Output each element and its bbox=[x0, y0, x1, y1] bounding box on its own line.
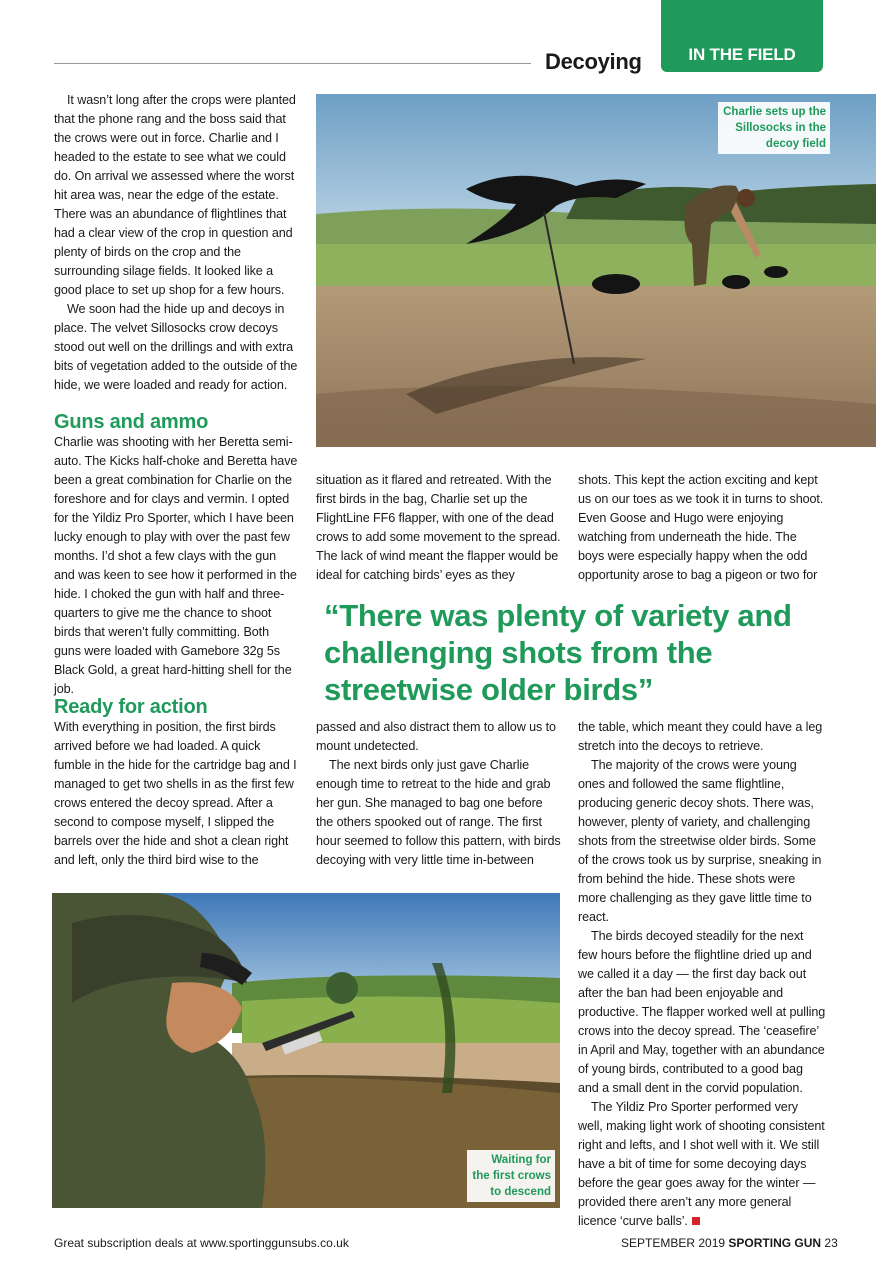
bottom-photo-caption: Waiting for the first crows to descend bbox=[467, 1150, 555, 1202]
paragraph: The birds decoyed steadily for the next few hours before the flightline dried up and we called it a day — the first day back out after the ban had been enjoyable and productive. The flapper worked well at pulling crows into the decoy spread. The ‘ceasefire’ in April and May, together with an abundance of young birds, contributed to a good bag and a small dent in the corvid population. bbox=[578, 929, 826, 1095]
paragraph: The Yildiz Pro Sporter performed very well, making light work of shooting consistent right and lefts, and I shot well with it. We still have a bit of time for some decoying days before the gear goes away for the winter — provided there aren’t any more general licence ‘curve balls’. bbox=[578, 1100, 825, 1228]
paragraph: shots. This kept the action exciting and kept us on our toes as we took it in turns to shoot. Even Goose and Hugo were enjoying watching from underneath the hide. The boys were especially happy when the odd opportunity arose to bag a pigeon or two for bbox=[578, 473, 824, 582]
paragraph: We soon had the hide up and decoys in place. The velvet Sillosocks crow decoys stood out well on the drillings and with extra bits of vegetation added to the outside of the hide, we were loaded and ready for action. bbox=[54, 302, 298, 392]
footer-brand: SPORTING GUN bbox=[728, 1236, 822, 1250]
paragraph: The majority of the crows were young ones and followed the same flightline, producing generic decoy shots. There was, however, plenty of variety, and challenging shots from the streetwise older birds. Some of the crows took us by surprise, sneaking in from behind the hide. These shots were more challenging as they gave little time to react. bbox=[578, 758, 822, 924]
page-number: 23 bbox=[824, 1236, 838, 1250]
paragraph: Charlie was shooting with her Beretta semi-auto. The Kicks half-choke and Beretta have been a great combination for Charlie on the foreshore and for clays and vermin. I opted for the Yildiz Pro Sporter, which I have been lucky enough to play with over the past few months. I’d shot a few clays with the gun and was keen to see how it performed in the hide. I choked the gun with half and three-quarters to give me the chance to shoot birds that weren’t fully committing. Both guns were loaded with Gamebore 32g 5s Black Gold, a great hard-hitting shell for the job. bbox=[54, 435, 298, 696]
section-tab: IN THE FIELD bbox=[661, 0, 823, 72]
footer-subscription: Great subscription deals at www.sportinggunsubs.co.uk bbox=[54, 1236, 349, 1250]
header-rule bbox=[54, 63, 531, 64]
column-2-bottom bbox=[316, 718, 562, 870]
column-2-top bbox=[316, 471, 562, 585]
end-mark-icon bbox=[692, 1217, 700, 1225]
paragraph: situation as it flared and retreated. With the first birds in the bag, Charlie set up the FlightLine FF6 flapper, with one of the dead crows to add some movement to the spread. The lack of wind meant the flapper would be ideal for catching birds’ eyes as they bbox=[316, 473, 561, 582]
paragraph: passed and also distract them to allow us to mount undetected. bbox=[316, 720, 556, 753]
column-1-ready bbox=[54, 718, 298, 870]
pull-quote: “There was plenty of variety and challenging shots from the streetwise older birds” bbox=[324, 598, 792, 707]
heading-ready-for-action: Ready for action bbox=[54, 696, 208, 718]
paragraph: It wasn’t long after the crops were planted that the phone rang and the boss said that the crows were out in force. Charlie and I headed to the estate to see what we could do. On arrival we assessed where the worst hit area was, near the edge of the estate. There was an abundance of flightlines that had a clear view of the crop in question and plenty of birds on the crop and the surrounding silage fields. It looked like a good place to set up shop for a few hours. bbox=[54, 93, 296, 297]
paragraph: With everything in position, the first birds arrived before we had loaded. A quick fumble in the hide for the cartridge bag and I managed to get two shells in as the first few crows entered the decoy spread. After a second to compose myself, I slipped the barrels over the hide and shot a clean right and left, only the third bird wise to the bbox=[54, 720, 297, 867]
paragraph: the table, which meant they could have a leg stretch into the decoys to retrieve. bbox=[578, 720, 823, 753]
paragraph: The next birds only just gave Charlie enough time to retreat to the hide and grab her gun. She managed to bag one before the others spooked out of range. The first hour seemed to follow this pattern, with birds decoying with very little time in-between bbox=[316, 758, 561, 867]
heading-guns-and-ammo: Guns and ammo bbox=[54, 411, 209, 433]
column-1-intro bbox=[54, 91, 298, 395]
column-1-guns bbox=[54, 433, 298, 699]
section-title: Decoying bbox=[545, 49, 642, 74]
column-3-top bbox=[578, 471, 826, 585]
footer-issue: SEPTEMBER 2019 bbox=[621, 1236, 726, 1250]
top-photo-caption: Charlie sets up the Sillosocks in the decoy field bbox=[718, 102, 830, 154]
footer-folio bbox=[621, 1236, 838, 1250]
column-3-bottom bbox=[578, 718, 826, 1231]
